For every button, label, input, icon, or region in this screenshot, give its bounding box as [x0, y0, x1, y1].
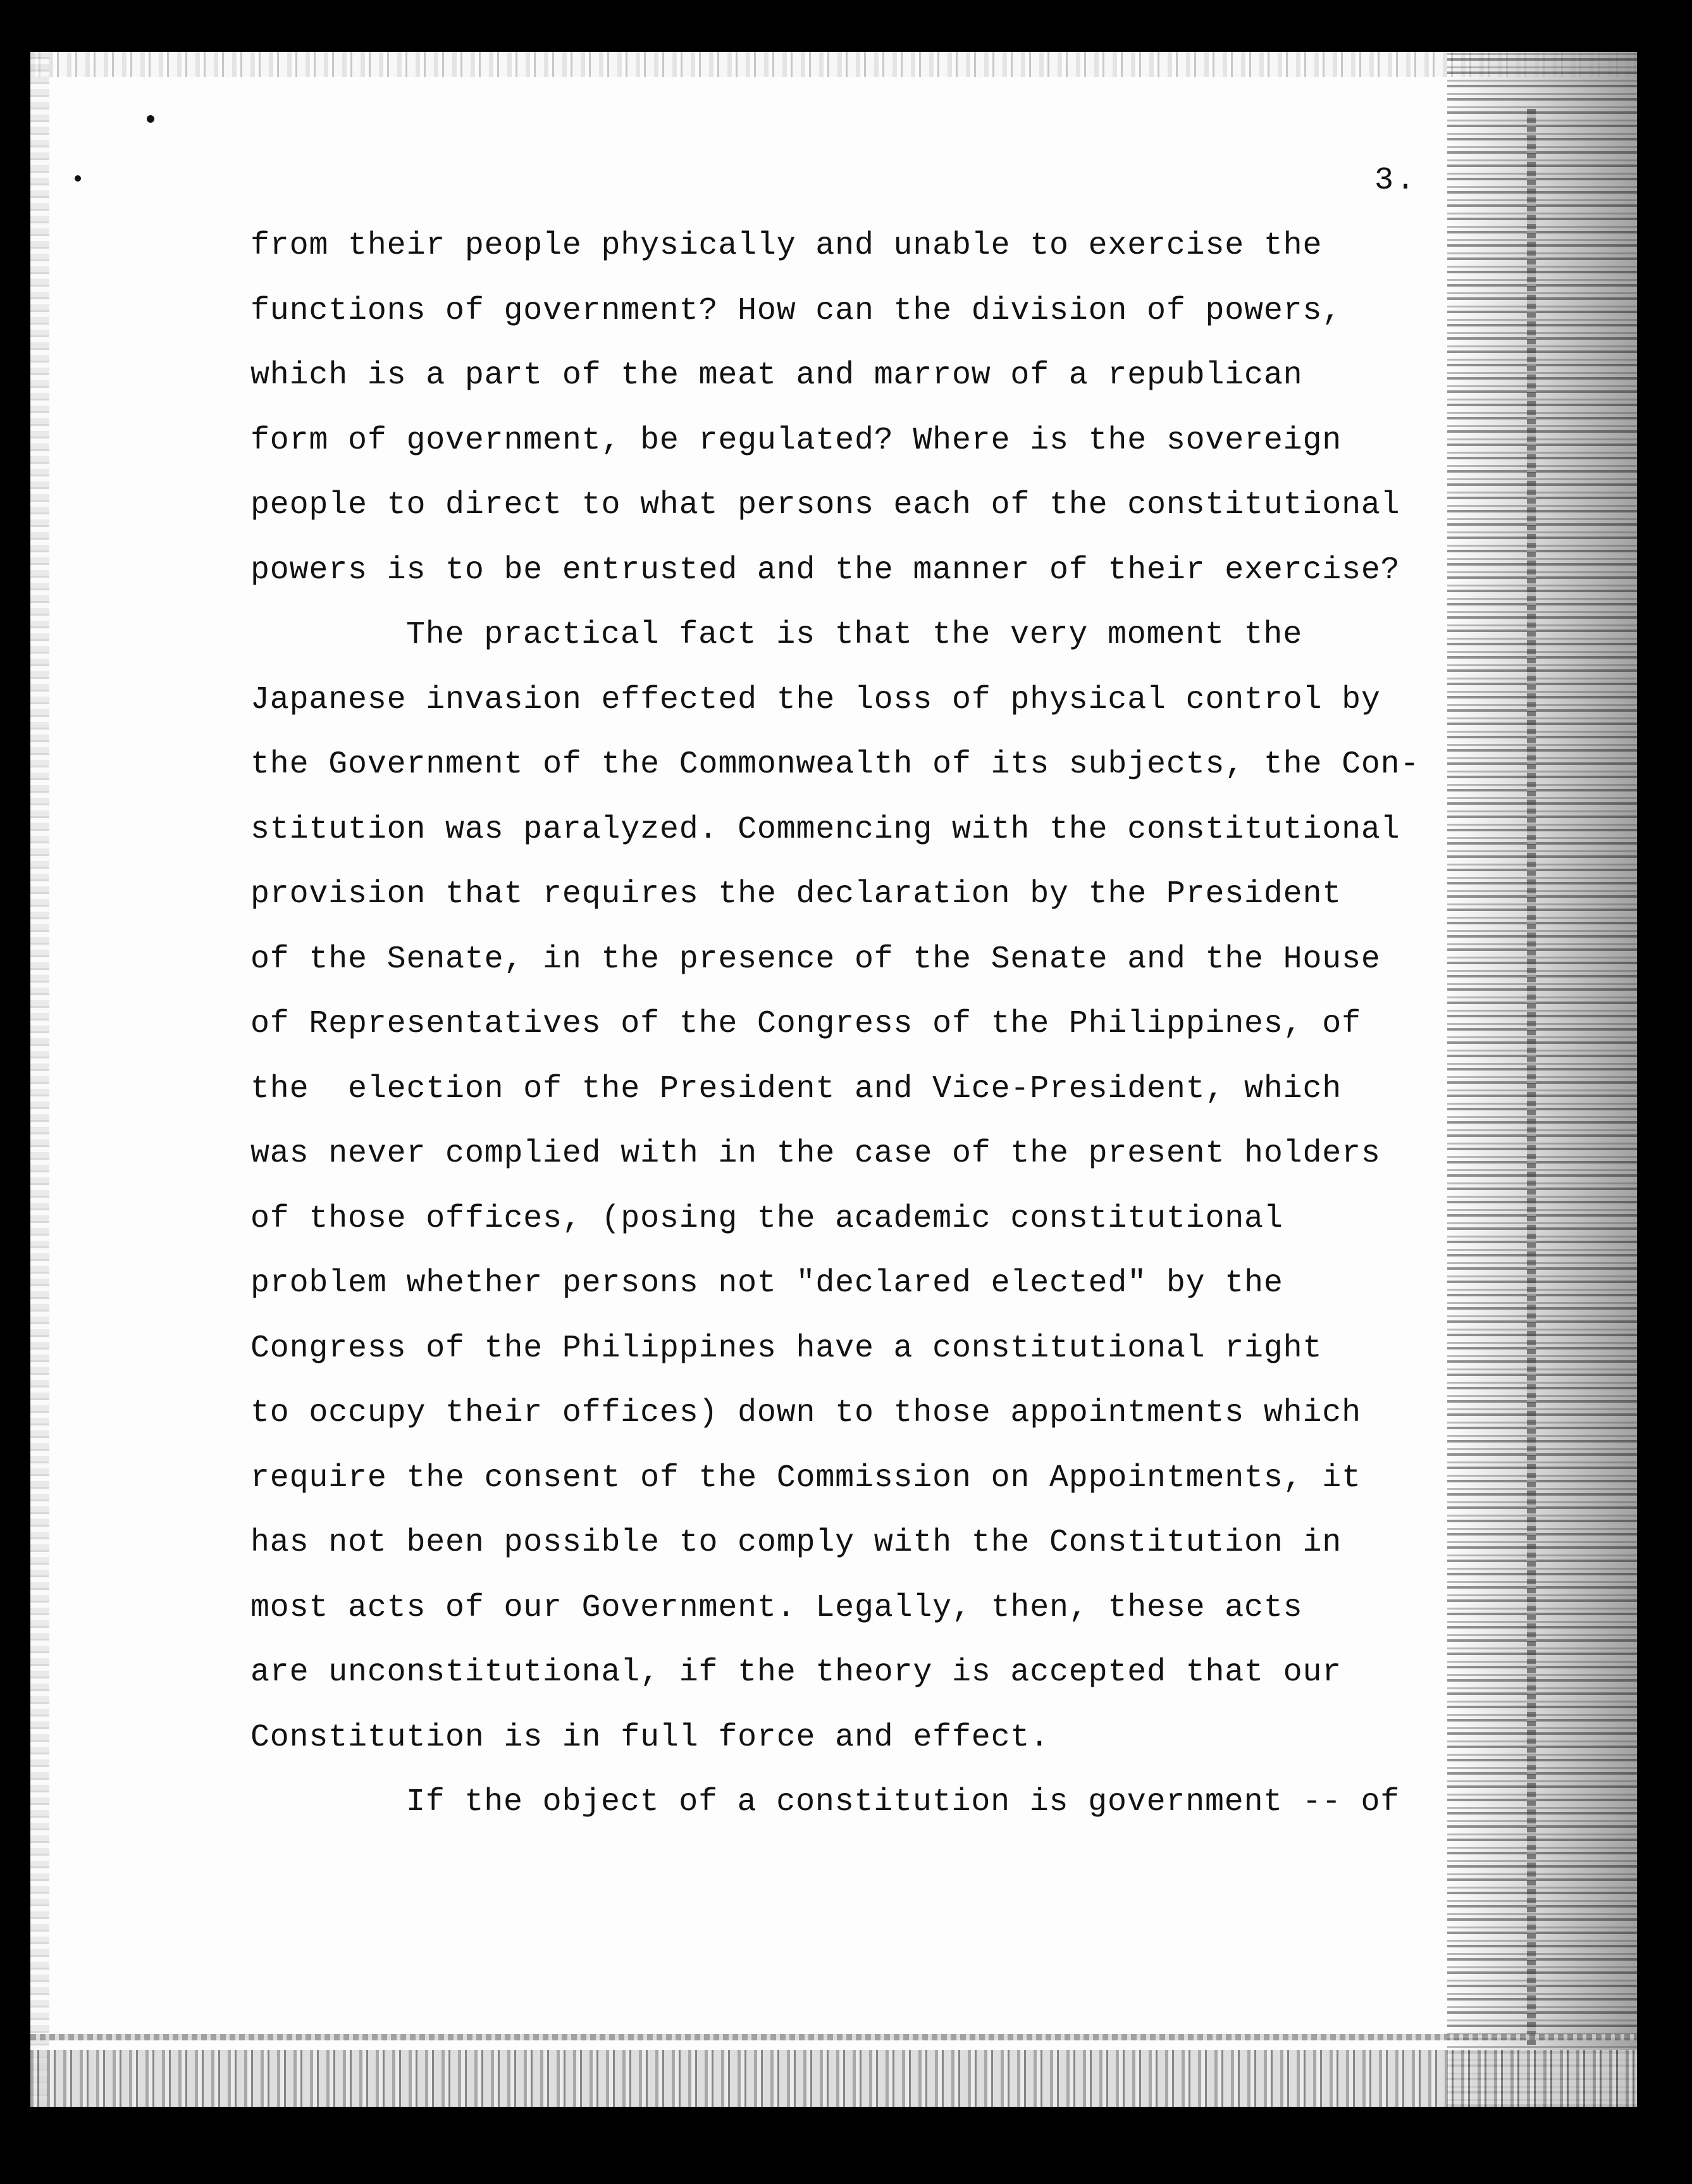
text-line: The practical fact is that the very moment the [406, 617, 1303, 653]
text-line: Japanese invasion effected the loss of physical control by [250, 681, 1381, 718]
text-line: are unconstitutional, if the theory is accepted that our [250, 1654, 1342, 1691]
text-line: the Government of the Commonwealth of its subjects, the Con- [250, 747, 1420, 783]
scan-edge-top [30, 52, 1637, 77]
text-line: stitution was paralyzed. Commencing with the constitutional [250, 811, 1400, 848]
page-number: 3. [1374, 163, 1418, 199]
text-line: of those offices, (posing the academic constitutional [250, 1200, 1283, 1237]
text-line: problem whether persons not "declared elected" by the [250, 1265, 1283, 1301]
text-line: powers is to be entrusted and the manner of their exercise? [250, 552, 1400, 588]
text-line: which is a part of the meat and marrow of a republican [250, 357, 1303, 394]
scan-edge-bottom-line [30, 2034, 1637, 2040]
typed-text-body [250, 214, 1452, 1835]
text-line: was never complied with in the case of the present holders [250, 1136, 1381, 1172]
text-line: to occupy their offices) down to those appointments which [250, 1395, 1361, 1431]
ink-speck [75, 175, 81, 182]
text-line: provision that requires the declaration by the President [250, 876, 1342, 912]
text-line: If the object of a constitution is government -- of [406, 1784, 1400, 1820]
text-line: form of government, be regulated? Where is the sovereign [250, 422, 1342, 459]
text-line: people to direct to what persons each of the constitutional [250, 487, 1400, 523]
text-line: of the Senate, in the presence of the Senate and the House [250, 941, 1381, 977]
text-line: Constitution is in full force and effect. [250, 1719, 1049, 1756]
text-line: Congress of the Philippines have a constitutional right [250, 1330, 1323, 1367]
document-page [30, 52, 1637, 2107]
text-line: the election of the President and Vice-President, which [250, 1070, 1342, 1107]
text-line: from their people physically and unable to exercise the [250, 228, 1323, 264]
scan-edge-right-line [1527, 109, 1536, 2045]
scan-edge-left [30, 52, 49, 2107]
text-line: of Representatives of the Congress of the Philippines, of [250, 1006, 1361, 1042]
text-line: most acts of our Government. Legally, then, these acts [250, 1589, 1303, 1626]
text-line: functions of government? How can the division of powers, [250, 292, 1342, 329]
scan-edge-right [1447, 52, 1637, 2107]
scan-edge-bottom [30, 2050, 1637, 2107]
text-line: has not been possible to comply with the Constitution in [250, 1525, 1342, 1561]
ink-speck [147, 115, 154, 123]
text-line: require the consent of the Commission on Appointments, it [250, 1460, 1361, 1496]
